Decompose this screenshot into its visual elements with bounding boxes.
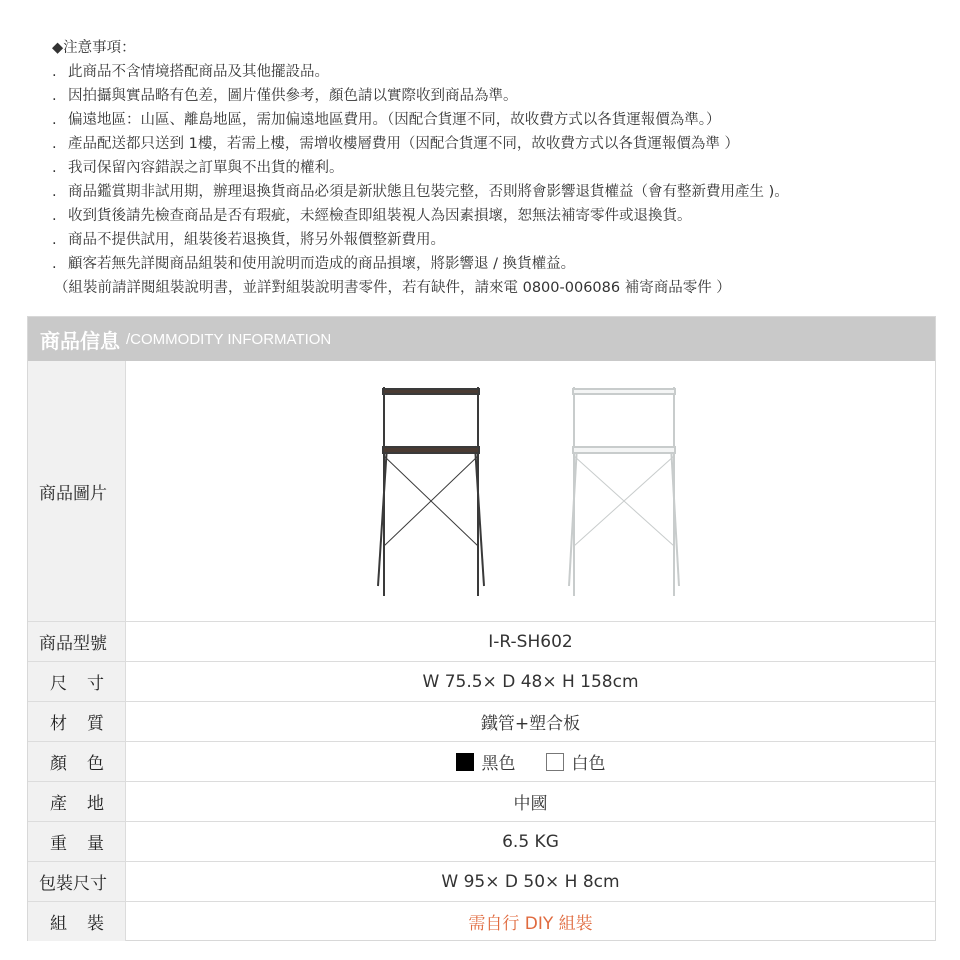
note-item: . 我司保留內容錯誤之訂單與不出貨的權利。 xyxy=(52,160,344,176)
note-item: . 產品配送都只送到 1樓，若需上樓，需增收樓層費用（因配合貨運不同，故收費方式以各貨運報價為準 ） xyxy=(52,136,739,152)
note-item: . 因拍攝與實品略有色差，圖片僅供參考，顏色請以實際收到商品為準。 xyxy=(52,88,518,104)
row-color: 顏 色 黑色 白色 xyxy=(28,741,935,781)
color-option-black: 黑色 xyxy=(481,754,516,774)
assembly-value: 需自行 DIY 組裝 xyxy=(468,914,593,934)
product-image xyxy=(126,361,935,621)
material-value: 鐵管+塑合板 xyxy=(480,714,581,734)
model-value: I-R-SH602 xyxy=(488,631,573,652)
commodity-info-table xyxy=(27,316,936,941)
white-swatch xyxy=(546,753,564,771)
origin-value: 中國 xyxy=(513,794,548,814)
note-item: . 顧客若無先詳閱商品組裝和使用說明而造成的商品損壞，將影響退 / 換貨權益。 xyxy=(52,256,576,272)
color-value xyxy=(126,742,935,781)
note-item: . 商品鑑賞期非試用期，辦理退換貨商品必須是新狀態且包裝完整，否則將會影響退貨權益（會有整新費用產生 )。 xyxy=(52,184,789,200)
model-label: 商品型號 xyxy=(39,634,107,654)
notes-section xyxy=(36,36,936,300)
notes-heading: ◆注意事項： xyxy=(52,40,136,56)
info-subtitle: /COMMODITY INFORMATION xyxy=(126,330,332,348)
info-title: 商品信息 xyxy=(40,328,120,353)
size-value: W 75.5× D 48× H 158cm xyxy=(422,671,639,692)
row-origin: 產 地 中國 xyxy=(28,781,935,821)
row-weight: 重 量 6.5 KG xyxy=(28,821,935,861)
black-swatch xyxy=(456,753,474,771)
row-assembly: 組 裝 需自行 DIY 組裝 xyxy=(28,901,935,941)
note-item: . 商品不提供試用，組裝後若退換貨，將另外報價整新費用。 xyxy=(52,232,445,248)
row-size: 尺 寸 W 75.5× D 48× H 158cm xyxy=(28,661,935,701)
black-rack-image xyxy=(378,387,484,596)
color-option-white: 白色 xyxy=(571,754,606,774)
row-model xyxy=(28,621,935,661)
package-label: 包裝尺寸 xyxy=(39,874,107,894)
image-label: 商品圖片 xyxy=(39,483,107,504)
white-rack-image xyxy=(569,387,679,596)
note-item: . 收到貨後請先檢查商品是否有瑕疵，未經檢查即組裝視人為因素損壞，恕無法補寄零件或退換貨。 xyxy=(52,208,692,224)
row-package xyxy=(28,861,935,901)
row-product-image xyxy=(28,361,935,621)
weight-value: 6.5 KG xyxy=(502,831,559,852)
note-item: . 偏遠地區：山區、離島地區，需加偏遠地區費用。（因配合貨運不同，故收費方式以各貨運報價為準。） xyxy=(52,112,721,128)
note-item: . 此商品不含情境搭配商品及其他擺設品。 xyxy=(52,64,329,80)
package-value: W 95× D 50× H 8cm xyxy=(441,871,620,892)
notes-footer: （組裝前請詳閱組裝說明書，並詳對組裝說明書零件，若有缺件，請來電 0800-006086 補寄商品零件 ） xyxy=(54,280,731,296)
row-material: 材 質 鐵管+塑合板 xyxy=(28,701,935,741)
info-header xyxy=(28,317,935,361)
rack-illustration xyxy=(331,371,731,611)
